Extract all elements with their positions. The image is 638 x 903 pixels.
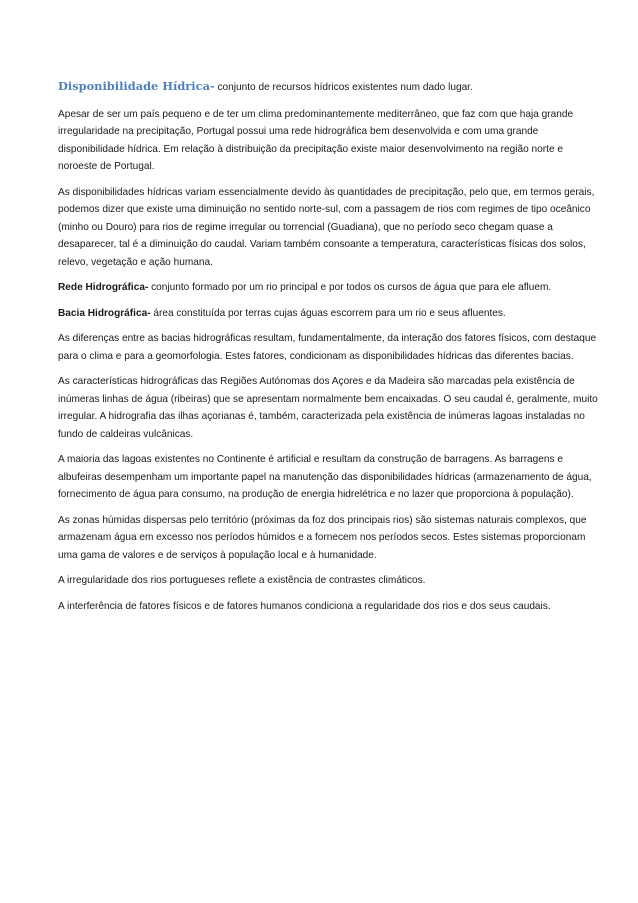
intro-paragraph xyxy=(58,78,598,97)
heading-definition: conjunto de recursos hídricos existentes num dado lugar. xyxy=(217,82,473,93)
paragraph-2: As disponibilidades hídricas variam essencialmente devido às quantidades de precipitação, pelo que, em termos gerais, podemos dizer que existe uma diminuição no sentido norte-sul, com a passagem de rios com regimes de tipo oceânico (minho ou Douro) para rios de regime irregular ou torrencial (Guadiana), que no período seco chegam quase a desaparecer, tal é a diminuição do caudal. Variam também consoante a temperatura, características físicas dos solos, relevo, vegetação e ação humana. xyxy=(58,186,595,268)
paragraph-8: A interferência de fatores físicos e de fatores humanos condiciona a regularidade dos rios e dos seus caudais. xyxy=(58,600,551,612)
paragraph-7: A irregularidade dos rios portugueses reflete a existência de contrastes climáticos. xyxy=(58,575,426,586)
paragraph-5: A maioria das lagoas existentes no Continente é artificial e resultam da construção de barragens. As barragens e albufeiras desempenham um importante papel na manutenção das disponibilidades hídricas (armazenamento de água, fornecimento de água para consumo, na produção de energia hidrelétrica e no lazer que proporciona à população). xyxy=(58,454,592,500)
section-heading: Disponibilidade Hídrica- xyxy=(58,79,215,93)
paragraph-4: As características hidrográficas das Regiões Autónomas dos Açores e da Madeira são marcadas pela existência de inúmeras linhas de água (ribeiras) que se apresentam normalmente bem encaixadas. O seu caudal é, geralmente, muito irregular. A hidrografia das ilhas açorianas é, também, caracterizada pela existência de inúmeras lagoas instaladas no fundo de caldeiras vulcânicas. xyxy=(58,376,598,440)
bacia-definition-paragraph xyxy=(58,305,598,323)
bacia-term: Bacia Hidrográfica- xyxy=(58,307,151,319)
paragraph-1: Apesar de ser um país pequeno e de ter um clima predominantemente mediterrâneo, que faz com que haja grande irregularidade na precipitação, Portugal possui uma rede hidrográfica bem desenvolvida e com uma grande disponibilidade hídrica. Em relação à distribuição da precipitação existe maior desenvolvimento na região norte e noroeste de Portugal. xyxy=(58,108,574,172)
rede-definition: conjunto formado por um rio principal e por todos os cursos de água que para ele afluem. xyxy=(148,282,552,293)
bacia-definition: área constituída por terras cujas águas escorrem para um rio e seus afluentes. xyxy=(150,307,506,319)
rede-definition-paragraph xyxy=(58,279,598,297)
paragraph-6: As zonas húmidas dispersas pelo território (próximas da foz dos principais rios) são sistemas naturais complexos, que armazenam água em excesso nos períodos húmidos e a fornecem nos períodos secos. Estes sistemas proporcionam uma gama de valores e de serviços à população local e à humanidade. xyxy=(58,514,587,561)
document-page xyxy=(58,78,598,623)
paragraph-3: As diferenças entre as bacias hidrográficas resultam, fundamentalmente, da interação dos fatores físicos, com destaque para o clima e para a geomorfologia. Estes fatores, condicionam as disponibilidades hídricas das diferentes bacias. xyxy=(58,333,597,362)
rede-term: Rede Hidrográfica- xyxy=(58,282,149,293)
